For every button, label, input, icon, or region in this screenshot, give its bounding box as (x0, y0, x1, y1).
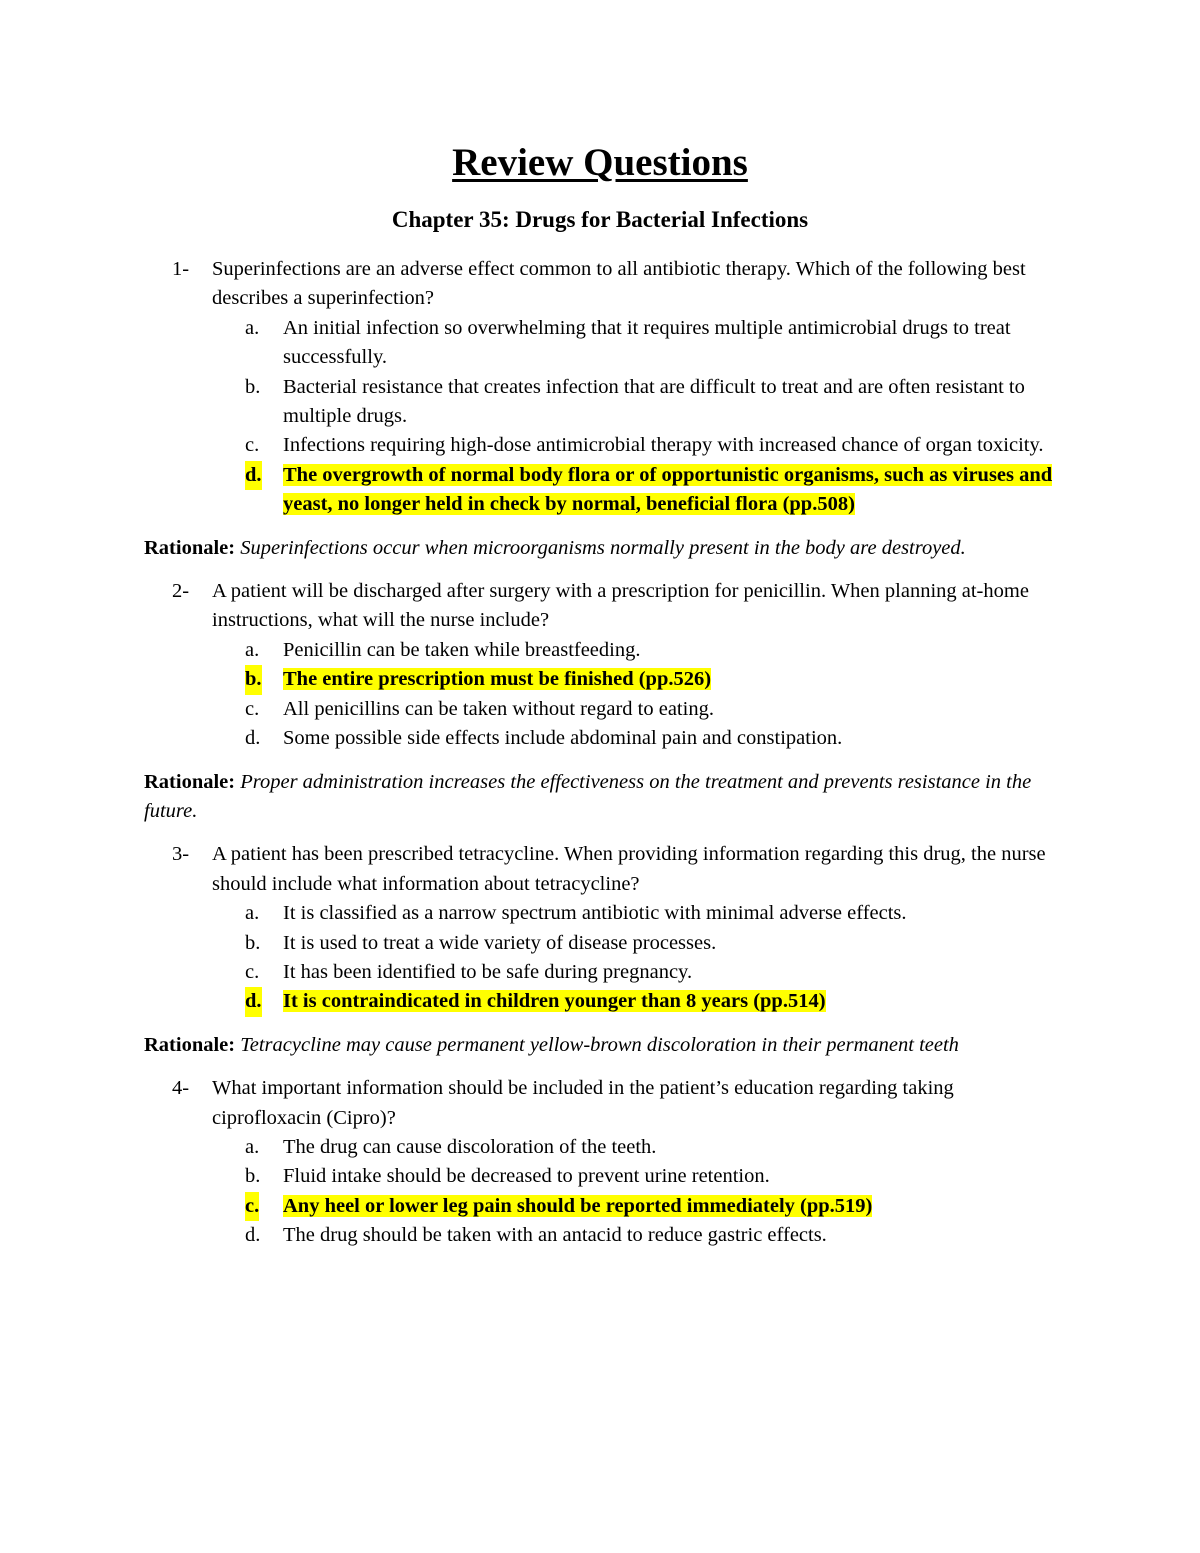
option-letter: b. (245, 1165, 261, 1188)
question-4 (144, 1074, 1056, 1133)
rationale-label: Rationale: (144, 770, 236, 793)
answer-option (144, 695, 1056, 724)
rationale-text: Proper administration increases the effectiveness on the treatment and prevents resistance in the future. (144, 770, 1032, 822)
answer-option (144, 929, 1056, 958)
question-text: What important information should be included in the patient’s education regarding taking ciprofloxacin (Cipro)? (212, 1077, 954, 1129)
option-text: Some possible side effects include abdominal pain and constipation. (283, 727, 843, 750)
option-text: The overgrowth of normal body flora or of opportunistic organisms, such as viruses and yeast, no longer held in check by normal, beneficial flora (pp.508) (283, 463, 1053, 516)
option-text: The drug can cause discoloration of the teeth. (283, 1135, 657, 1158)
option-text: It is contraindicated in children younger than 8 years (pp.514) (283, 990, 826, 1013)
rationale-text: Tetracycline may cause permanent yellow-brown discoloration in their permanent teeth (240, 1033, 959, 1056)
option-letter: d. (245, 1224, 261, 1247)
option-text: Bacterial resistance that creates infection that are difficult to treat and are often resistant to multiple drugs. (283, 375, 1025, 428)
page-title: Review Questions (452, 141, 748, 184)
rationale (144, 534, 1056, 563)
question-number: 1- (172, 258, 190, 280)
answer-option-correct (144, 461, 1056, 520)
answer-option-correct (144, 987, 1056, 1016)
rationale-label: Rationale: (144, 1033, 236, 1056)
option-text: All penicillins can be taken without regard to eating. (283, 697, 714, 720)
answer-option-correct (144, 665, 1056, 694)
option-letter: a. (245, 638, 260, 661)
rationale-text: Superinfections occur when microorganisms normally present in the body are destroyed. (240, 536, 966, 559)
answer-option (144, 724, 1056, 753)
rationale (144, 768, 1056, 827)
option-letter: d. (245, 461, 262, 490)
option-letter: c. (245, 697, 260, 720)
option-text: Penicillin can be taken while breastfeeding. (283, 638, 641, 661)
question-1 (144, 255, 1056, 314)
rationale-label: Rationale: (144, 536, 236, 559)
answer-option (144, 431, 1056, 460)
option-text: The drug should be taken with an antacid to reduce gastric effects. (283, 1224, 827, 1247)
question-number: 4- (172, 1077, 190, 1100)
chapter-subtitle: Chapter 35: Drugs for Bacterial Infections (391, 207, 809, 232)
option-letter: d. (245, 727, 261, 750)
option-letter: c. (245, 1192, 259, 1221)
answer-option (144, 373, 1056, 432)
option-text: Fluid intake should be decreased to prevent urine retention. (283, 1165, 770, 1188)
option-text: It has been identified to be safe during pregnancy. (283, 960, 693, 983)
option-text: Any heel or lower leg pain should be reported immediately (pp.519) (283, 1194, 873, 1217)
question-text: Superinfections are an adverse effect common to all antibiotic therapy. Which of the following best describes a superinfection? (212, 258, 1026, 310)
option-letter: b. (245, 665, 262, 694)
question-text: A patient has been prescribed tetracycline. When providing information regarding this drug, the nurse should include what information about tetracycline? (212, 843, 1046, 895)
option-letter: d. (245, 987, 262, 1016)
answer-option (144, 899, 1056, 928)
option-letter: a. (245, 902, 260, 925)
question-2 (144, 577, 1056, 636)
answer-option (144, 958, 1056, 987)
option-text: It is classified as a narrow spectrum antibiotic with minimal adverse effects. (283, 902, 907, 925)
option-text: An initial infection so overwhelming that it requires multiple antimicrobial drugs to treat successfully. (283, 316, 1011, 369)
option-letter: a. (245, 1135, 260, 1158)
question-number: 2- (172, 580, 190, 603)
answer-option (144, 1221, 1056, 1250)
answer-option (144, 1162, 1056, 1191)
question-3 (144, 840, 1056, 899)
rationale (144, 1031, 1056, 1060)
questions-body (144, 255, 1056, 1251)
option-letter: b. (245, 931, 261, 954)
answer-option (144, 1133, 1056, 1162)
option-letter: c. (245, 434, 260, 457)
option-text: The entire prescription must be finished (pp.526) (283, 668, 712, 691)
question-number: 3- (172, 843, 190, 866)
answer-option (144, 636, 1056, 665)
option-text: It is used to treat a wide variety of disease processes. (283, 931, 717, 954)
question-text: A patient will be discharged after surgery with a prescription for penicillin. When planning at-home instructions, what will the nurse include? (212, 580, 1029, 632)
option-letter: a. (245, 316, 260, 339)
answer-option-correct (144, 1192, 1056, 1221)
answer-option (144, 314, 1056, 373)
option-text: Infections requiring high-dose antimicrobial therapy with increased chance of organ toxicity. (283, 434, 1044, 457)
option-letter: c. (245, 960, 260, 983)
option-letter: b. (245, 375, 261, 398)
